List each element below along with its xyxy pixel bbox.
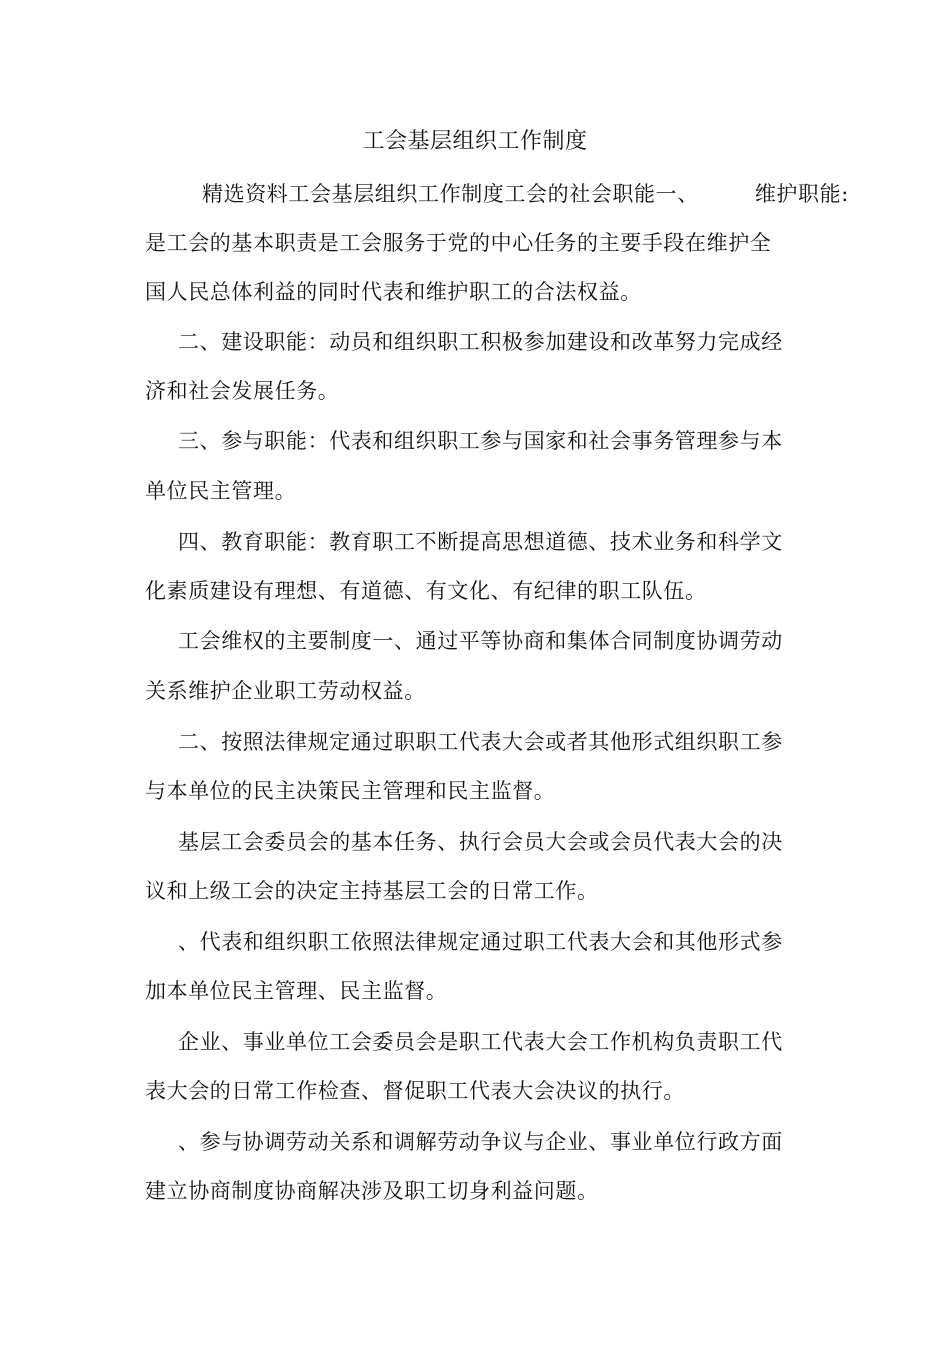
paragraph-line bbox=[202, 180, 849, 208]
line-segment: 精选资料工会基层组织工作制度工会的社会职能一、 bbox=[202, 182, 699, 206]
paragraph-line: 议和上级工会的决定主持基层工会的日常工作。 bbox=[145, 879, 599, 903]
paragraph-line: 建立协商制度协商解决涉及职工切身利益问题。 bbox=[145, 1179, 599, 1203]
paragraph-line: 基层工会委员会的基本任务、执行会员大会或会员代表大会的决 bbox=[178, 830, 783, 854]
paragraph-line: 工会维权的主要制度一、通过平等协商和集体合同制度协调劳动 bbox=[178, 629, 783, 653]
paragraph-line: 四、教育职能：教育职工不断提高思想道德、技术业务和科学文 bbox=[178, 530, 783, 554]
paragraph-line: 与本单位的民主决策民主管理和民主监督。 bbox=[145, 779, 556, 803]
paragraph-line: 二、建设职能：动员和组织职工积极参加建设和改革努力完成经 bbox=[178, 330, 783, 354]
paragraph-line: 国人民总体利益的同时代表和维护职工的合法权益。 bbox=[145, 280, 642, 304]
paragraph-line: 表大会的日常工作检查、督促职工代表大会决议的执行。 bbox=[145, 1079, 685, 1103]
line-segment: 维护职能: bbox=[754, 182, 849, 206]
paragraph-line: 二、按照法律规定通过职职工代表大会或者其他形式组织职工参 bbox=[178, 730, 783, 754]
paragraph-line: 企业、事业单位工会委员会是职工代表大会工作机构负责职工代 bbox=[178, 1030, 783, 1054]
paragraph-line: 关系维护企业职工劳动权益。 bbox=[145, 679, 426, 703]
paragraph-line: 济和社会发展任务。 bbox=[145, 379, 340, 403]
paragraph-line: 化素质建设有理想、有道德、有文化、有纪律的职工队伍。 bbox=[145, 579, 707, 603]
paragraph-line: 三、参与职能：代表和组织职工参与国家和社会事务管理参与本 bbox=[178, 429, 783, 453]
paragraph-line: 加本单位民主管理、民主监督。 bbox=[145, 979, 448, 1003]
paragraph-line: 、代表和组织职工依照法律规定通过职工代表大会和其他形式参 bbox=[178, 930, 783, 954]
document-title: 工会基层组织工作制度 bbox=[362, 129, 588, 154]
paragraph-line: 是工会的基本职责是工会服务于党的中心任务的主要手段在维护全 bbox=[145, 231, 772, 255]
paragraph-line: 单位民主管理。 bbox=[145, 479, 297, 503]
paragraph-line: 、参与协调劳动关系和调解劳动争议与企业、事业单位行政方面 bbox=[178, 1130, 783, 1154]
